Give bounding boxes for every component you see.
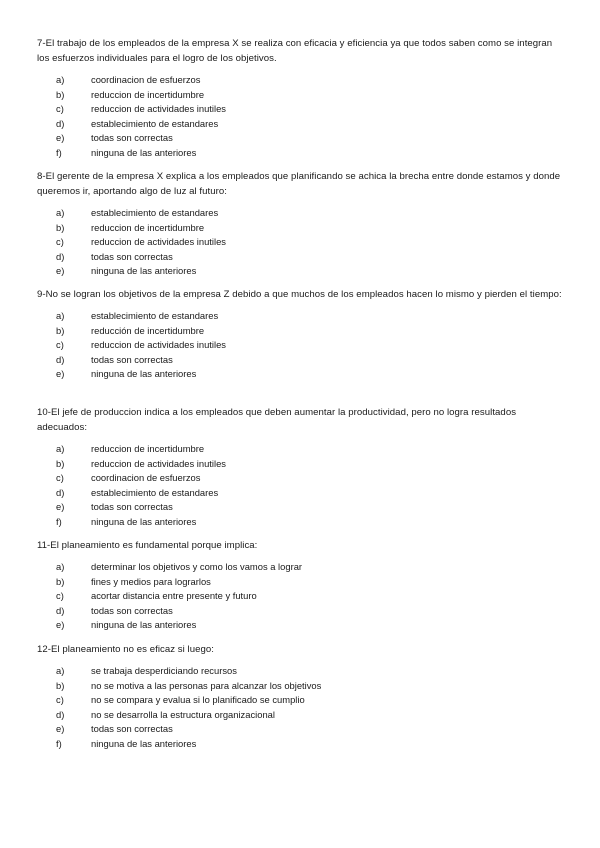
option-item	[37, 264, 567, 279]
option-text: reduccion de actividades inutiles	[91, 457, 226, 469]
question-9	[37, 287, 567, 382]
option-letter: a)	[56, 561, 65, 572]
option-letter: b)	[56, 324, 65, 336]
option-letter: b)	[56, 88, 65, 100]
question-text: 8-El gerente de la empresa X explica a los empleados que planificando se achica la brecha entre donde estamos y donde queremos ir, aportando algo de luz al futuro:	[37, 171, 561, 197]
option-text: fines y medios para lograrlos	[91, 575, 211, 587]
option-letter: a)	[56, 665, 65, 676]
option-text: determinar los objetivos y como los vamos a lograr	[91, 561, 303, 572]
option-list	[37, 309, 567, 382]
option-text: reduccion de actividades inutiles	[91, 236, 226, 248]
option-text: ninguna de las anteriores	[91, 146, 197, 158]
option-letter: d)	[56, 250, 65, 262]
option-text: establecimiento de estandares	[91, 117, 219, 129]
option-text: coordinacion de esfuerzos	[91, 472, 201, 484]
option-item	[37, 338, 567, 353]
option-letter: c)	[56, 236, 64, 248]
option-letter: c)	[56, 590, 64, 602]
option-item	[37, 708, 567, 723]
question-8	[37, 169, 567, 279]
option-item	[37, 221, 567, 236]
option-letter: f)	[56, 737, 62, 749]
option-item	[37, 693, 567, 708]
option-text: todas son correctas	[91, 501, 173, 513]
option-letter: e)	[56, 619, 65, 631]
option-letter: c)	[56, 339, 64, 351]
option-item	[37, 146, 567, 161]
option-item	[37, 737, 567, 752]
question-text: 11-El planeamiento es fundamental porque implica:	[37, 540, 258, 551]
option-text: establecimiento de estandares	[91, 310, 219, 321]
option-item	[37, 679, 567, 694]
option-letter: f)	[56, 515, 62, 527]
option-item	[37, 515, 567, 530]
option-letter: d)	[56, 353, 65, 365]
option-text: no se compara y evalua si lo planificado se cumplio	[91, 694, 305, 706]
option-item	[37, 604, 567, 619]
option-text: establecimiento de estandares	[91, 207, 219, 218]
option-item	[37, 471, 567, 486]
question-10	[37, 405, 567, 530]
option-letter: b)	[56, 575, 65, 587]
option-text: se trabaja desperdiciando recursos	[91, 665, 237, 676]
option-letter: a)	[56, 207, 65, 218]
option-letter: d)	[56, 486, 65, 498]
option-text: ninguna de las anteriores	[91, 368, 197, 380]
question-text: 10-El jefe de produccion indica a los empleados que deben aumentar la productividad, pero no logra resultados adecuados:	[37, 407, 517, 433]
option-letter: d)	[56, 708, 65, 720]
option-text: reduccion de incertidumbre	[91, 221, 205, 233]
option-text: reduccion de incertidumbre	[91, 88, 205, 100]
option-text: todas son correctas	[91, 353, 173, 365]
option-text: acortar distancia entre presente y futuro	[91, 590, 257, 602]
option-text: ninguna de las anteriores	[91, 737, 197, 749]
option-text: ninguna de las anteriores	[91, 265, 197, 277]
option-letter: f)	[56, 146, 62, 158]
option-list	[37, 73, 567, 161]
option-text: todas son correctas	[91, 132, 173, 144]
option-letter: d)	[56, 604, 65, 616]
option-list	[37, 560, 567, 633]
option-text: reduccion de incertidumbre	[91, 443, 205, 454]
option-letter: a)	[56, 74, 65, 85]
option-item	[37, 353, 567, 368]
option-letter: b)	[56, 221, 65, 233]
option-item	[37, 589, 567, 604]
option-item	[37, 88, 567, 103]
option-text: todas son correctas	[91, 723, 173, 735]
option-text: establecimiento de estandares	[91, 486, 219, 498]
question-text: 7-El trabajo de los empleados de la empresa X se realiza con eficacia y eficiencia ya que todos saben como se integran los esfuerzos individuales para el logro de los objetivos.	[37, 38, 553, 64]
question-text: 9-No se logran los objetivos de la empresa Z debido a que muchos de los empleados hacen lo mismo y pierden el tiempo:	[37, 289, 562, 300]
option-text: ninguna de las anteriores	[91, 619, 197, 631]
question-7	[37, 36, 567, 161]
option-item	[37, 442, 567, 457]
option-item	[37, 117, 567, 132]
option-text: reduccion de actividades inutiles	[91, 339, 226, 351]
option-item	[37, 102, 567, 117]
option-list	[37, 442, 567, 530]
option-letter: e)	[56, 723, 65, 735]
option-item	[37, 235, 567, 250]
option-item	[37, 367, 567, 382]
option-item	[37, 664, 567, 679]
option-item	[37, 457, 567, 472]
option-letter: e)	[56, 368, 65, 380]
option-letter: a)	[56, 310, 65, 321]
option-item	[37, 324, 567, 339]
option-text: reduccion de actividades inutiles	[91, 103, 226, 115]
option-text: no se desarrolla la estructura organizacional	[91, 708, 275, 720]
option-item	[37, 73, 567, 88]
option-letter: c)	[56, 472, 64, 484]
option-letter: e)	[56, 132, 65, 144]
option-letter: b)	[56, 457, 65, 469]
option-letter: b)	[56, 679, 65, 691]
option-item	[37, 250, 567, 265]
option-item	[37, 618, 567, 633]
option-item	[37, 206, 567, 221]
option-list	[37, 664, 567, 752]
option-letter: d)	[56, 117, 65, 129]
question-text: 12-El planeamiento no es eficaz si luego:	[37, 644, 214, 655]
option-letter: e)	[56, 501, 65, 513]
question-11	[37, 538, 567, 633]
option-item	[37, 486, 567, 501]
option-letter: c)	[56, 103, 64, 115]
option-item	[37, 131, 567, 146]
option-item	[37, 500, 567, 515]
option-item	[37, 575, 567, 590]
option-letter: e)	[56, 265, 65, 277]
option-text: coordinacion de esfuerzos	[91, 74, 201, 85]
option-letter: a)	[56, 443, 65, 454]
option-item	[37, 722, 567, 737]
option-text: todas son correctas	[91, 250, 173, 262]
option-text: todas son correctas	[91, 604, 173, 616]
option-text: ninguna de las anteriores	[91, 515, 197, 527]
question-12	[37, 642, 567, 752]
option-letter: c)	[56, 694, 64, 706]
option-list	[37, 206, 567, 279]
option-item	[37, 560, 567, 575]
option-item	[37, 309, 567, 324]
option-text: reducción de incertidumbre	[91, 324, 205, 336]
option-text: no se motiva a las personas para alcanzar los objetivos	[91, 679, 322, 691]
